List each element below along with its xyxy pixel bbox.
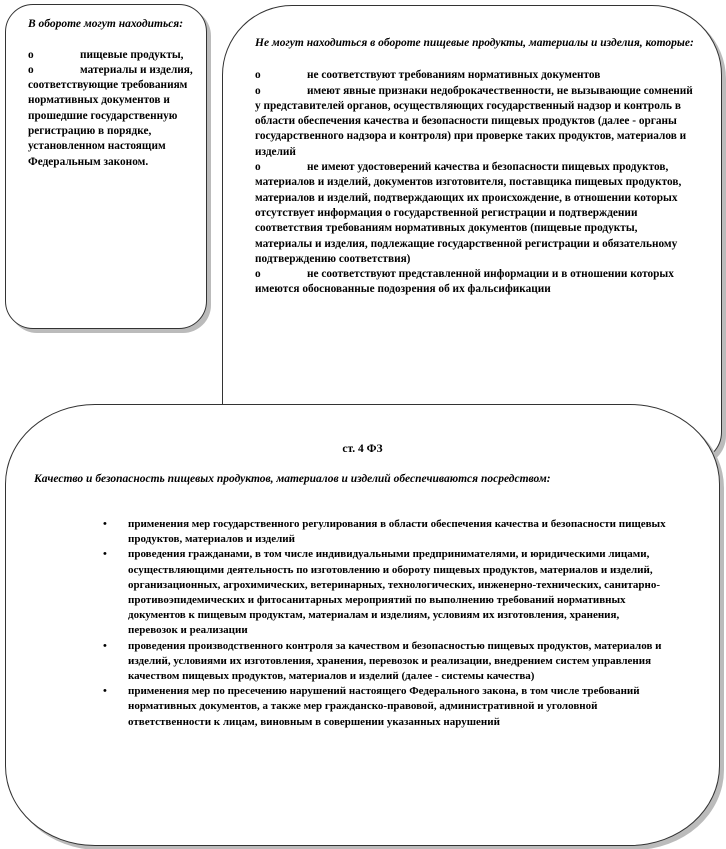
quality-assurance-box xyxy=(5,404,720,846)
list-item xyxy=(255,84,695,160)
bottom-heading: Качество и безопасность пищевых продуктов, материалов и изделий обеспечиваются посредством: xyxy=(34,473,551,485)
bullet-icon: o xyxy=(255,268,261,281)
right-heading: Не могут находиться в обороте пищевые продукты, материалы и изделия, которые: xyxy=(255,37,694,49)
bullet-icon: o xyxy=(28,48,34,61)
list-item xyxy=(28,63,196,170)
item-text: не имеют удостоверений качества и безопасности пищевых продуктов, материалов и изделий, документов изготовителя, поставщика пищевых продуктов, материалов и изделий, подтверждающих их происхождение, в отношении которых отсутствует информация о государственной регистрации и подтверждении соответствия требованиям нормативных документов (пищевые продукты, материалы и изделия, подлежащие государственной регистрации и обязательному подтверждению соответствия) xyxy=(255,161,682,265)
allowed-in-circulation-box xyxy=(5,4,207,329)
item-text: материалы и изделия, соответствующие требованиям нормативных документов и прошедшие государственную регистрацию в порядке, установленном настоящим Федеральным законом. xyxy=(28,63,193,168)
left-heading: В обороте могут находиться: xyxy=(28,18,184,30)
list-item: • проведения гражданами, в том числе индивидуальными предпринимателями, и юридическими лицами, осуществляющими деятельность по изготовлению и обороту пищевых продуктов, материалов и изделий, организационных, агрохимических, ветеринарных, технологических, инженерно-технических, санитарно-противоэпидемических и фитосанитарных мероприятий по выполнению требований нормативных документов к пищевым продуктам, материалам и изделиям, условиям их изготовления, хранения, перевозок и реализации xyxy=(98,547,668,638)
list-item xyxy=(255,160,695,267)
list-item: • применения мер государственного регулирования в области обеспечения качества и безопасности пищевых продуктов, материалов и изделий xyxy=(98,517,668,547)
bullet-icon: o xyxy=(255,161,261,174)
list-item: • применения мер по пресечению нарушений настоящего Федерального закона, в том числе требований нормативных документов, а также мер гражданско-правовой, административной и уголовной ответственности к лицам, виновным в совершении указанных нарушений xyxy=(98,684,668,730)
list-item xyxy=(255,267,695,298)
list-item xyxy=(255,68,695,83)
item-text: не соответствуют представленной информации и в отношении которых имеются обоснованные подозрения об их фальсификации xyxy=(255,268,674,296)
measures-list xyxy=(98,517,668,730)
bullet-icon: o xyxy=(28,63,34,76)
item-text: пищевые продукты, xyxy=(80,48,184,61)
article-title: ст. 4 ФЗ xyxy=(342,443,383,455)
not-allowed-in-circulation-box xyxy=(222,5,722,462)
list-item xyxy=(28,48,196,63)
list-item: • проведения производственного контроля за качеством и безопасностью пищевых продуктов, материалов и изделий, условиями их изготовления, хранения, перевозок и реализации, внедрением систем управления качеством пищевых продуктов, материалов и изделий (далее - системы качества) xyxy=(98,639,668,685)
item-text: не соответствуют требованиям нормативных документов xyxy=(307,69,601,82)
item-text: имеют явные признаки недоброкачественности, не вызывающие сомнений у представителей органов, осуществляющих государственный надзор и контроль в области обеспечения качества и безопасности пищевых продуктов (далее - органы государственного надзора и контроля) при проверке таких продуктов, материалов и изделий xyxy=(255,84,693,158)
bullet-icon: o xyxy=(255,69,261,82)
bullet-icon: o xyxy=(255,84,261,97)
